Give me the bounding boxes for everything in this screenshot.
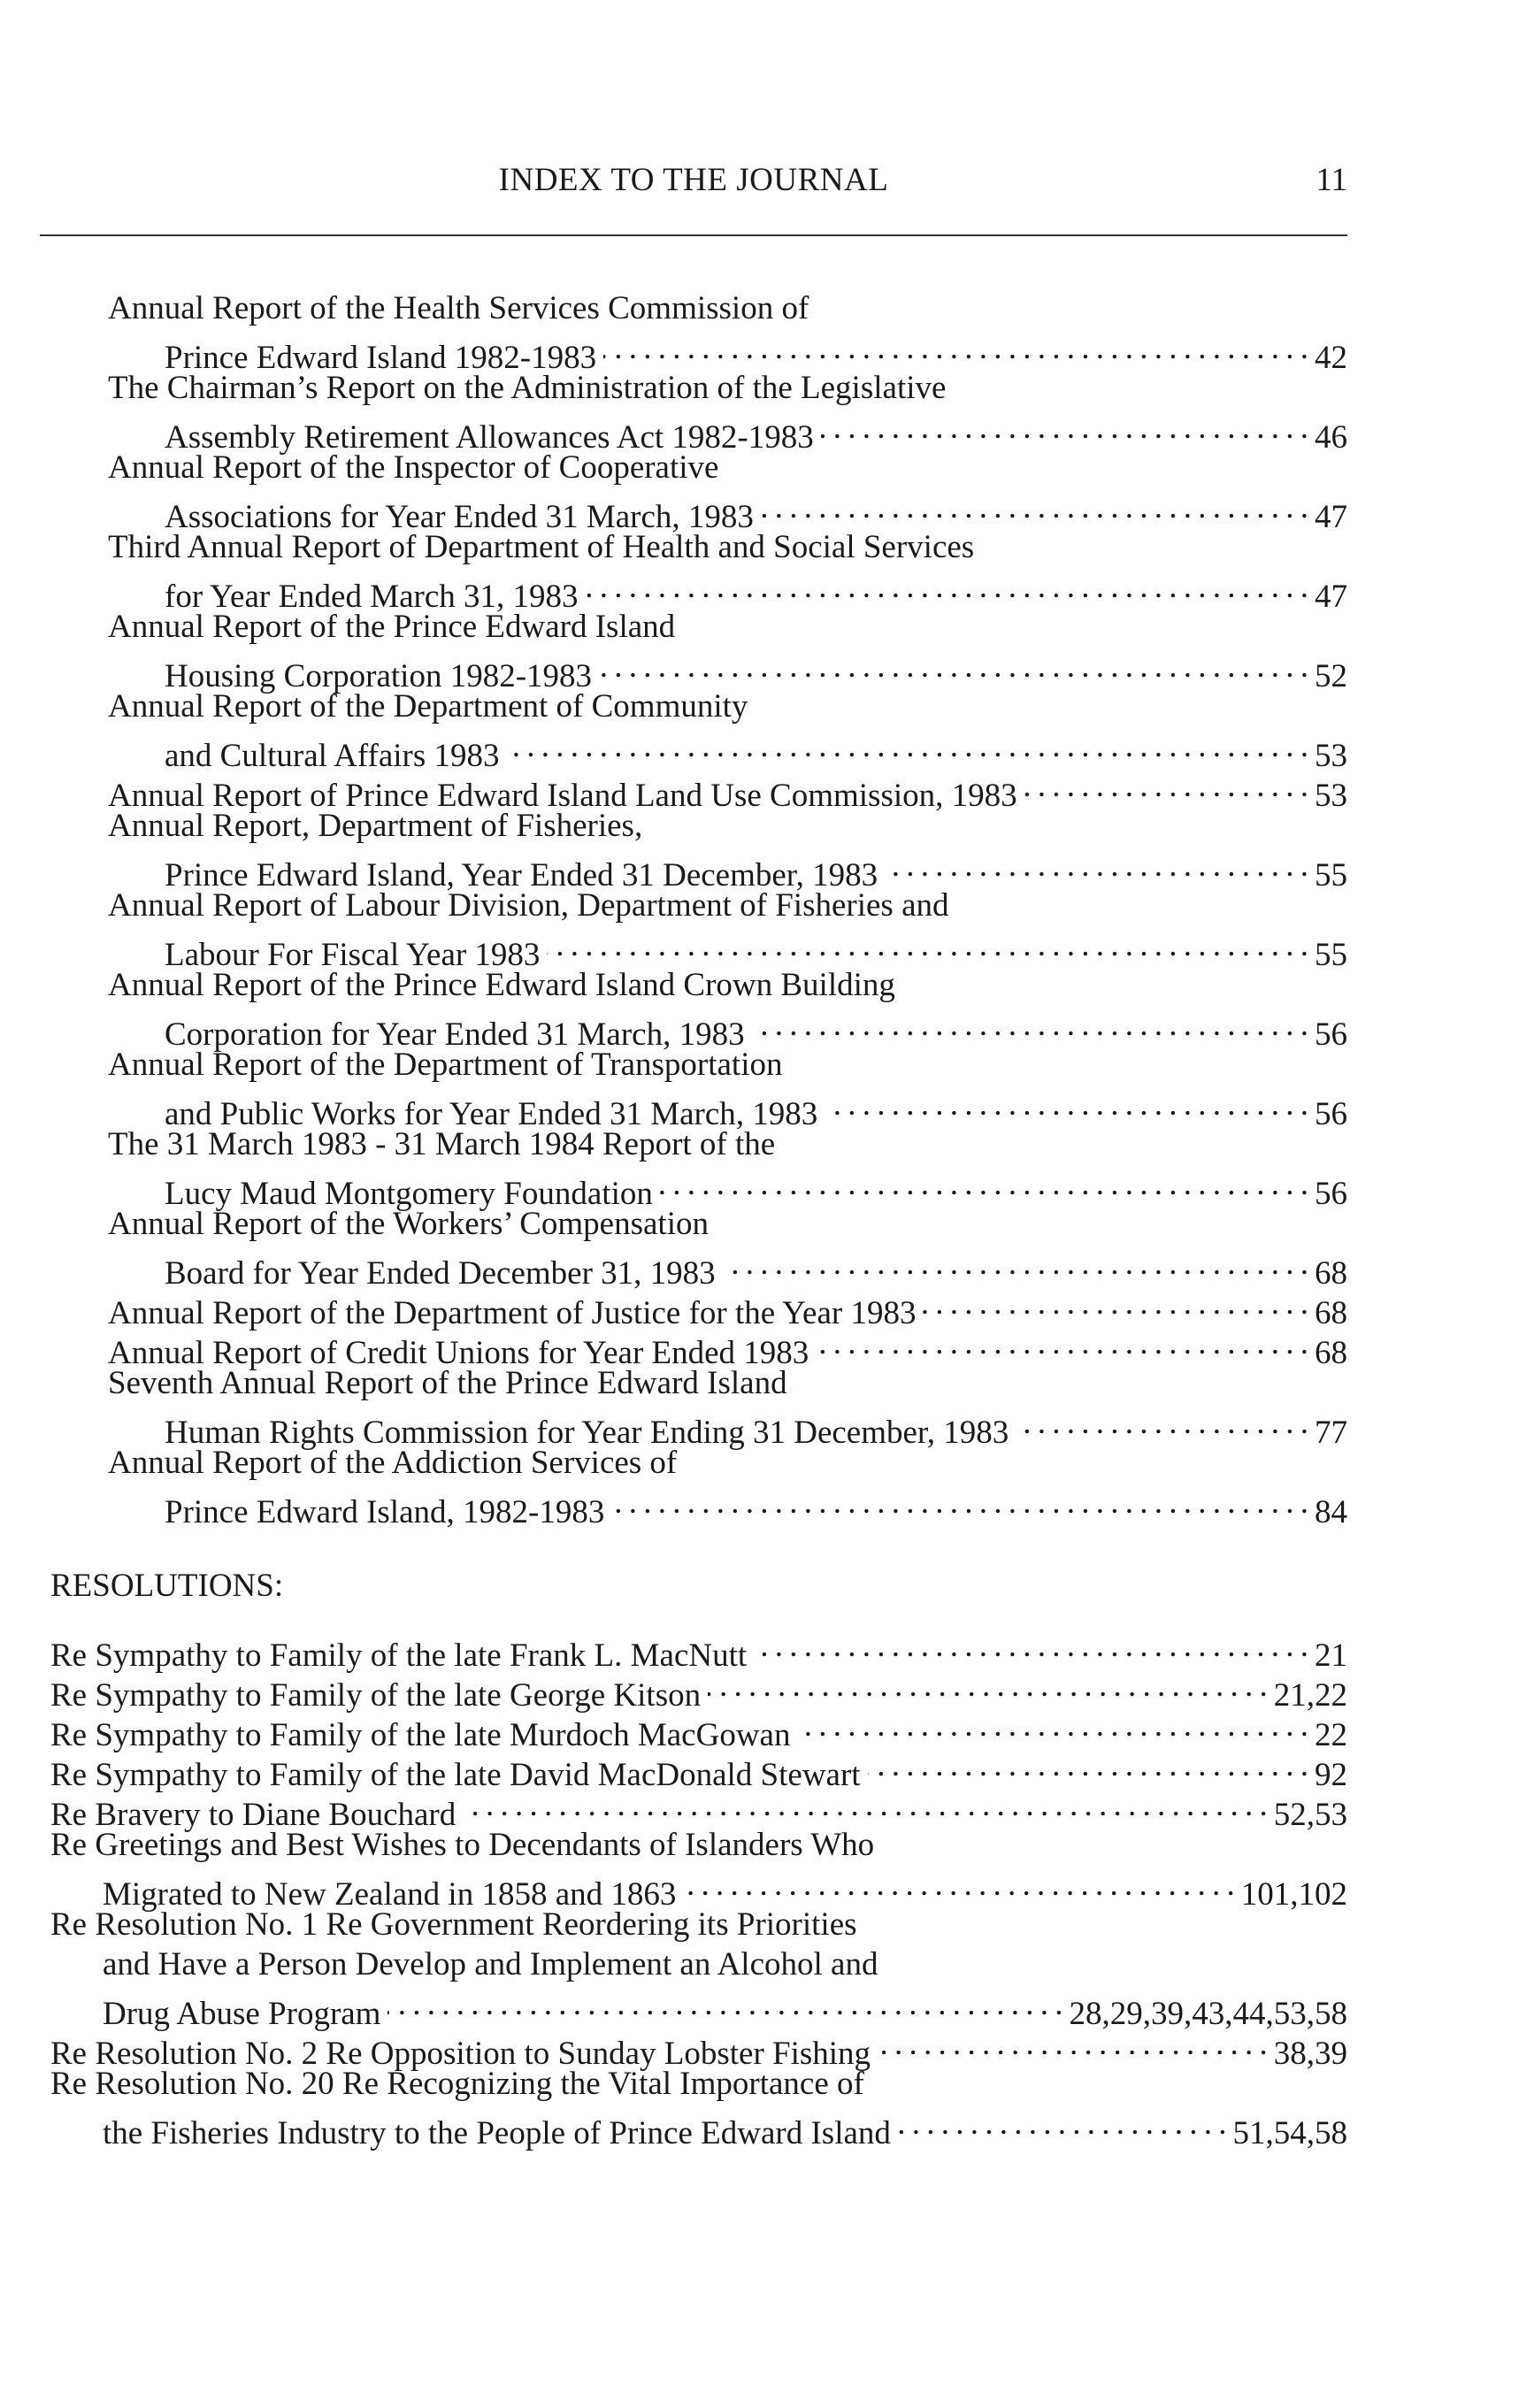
- entry-page-ref: 55: [1315, 857, 1347, 893]
- entry-page-ref: 52,53: [1273, 1797, 1347, 1833]
- entry-text: Re Resolution No. 20 Re Recognizing the Vital Importance of: [50, 2066, 864, 2102]
- entry-page-ref: 68: [1315, 1335, 1347, 1371]
- entry-text: Re Greetings and Best Wishes to Decendants of Islanders Who: [50, 1827, 875, 1863]
- entry-line: [50, 1825, 1347, 1865]
- resolution-entry: [50, 1825, 1347, 1913]
- resolution-entry: [50, 1745, 1347, 1793]
- report-entry: [108, 806, 1347, 893]
- entry-line: [108, 726, 1347, 774]
- entry-page-ref: 42: [1315, 340, 1347, 376]
- entry-line: [50, 1706, 1347, 1753]
- entry-page-ref: 53: [1315, 778, 1347, 814]
- entry-text: Housing Corporation 1982-1983: [165, 658, 593, 694]
- entry-text: Re Resolution No. 2 Re Opposition to Sunday Lobster Fishing: [50, 2036, 871, 2072]
- entry-text: Annual Report of the Department of Transportation: [108, 1047, 783, 1083]
- entry-line: [108, 1204, 1347, 1244]
- entry-line: [108, 1483, 1347, 1530]
- entry-page-ref: 47: [1315, 579, 1347, 615]
- entry-text: Annual Report of the Prince Edward Island Crown Building: [108, 967, 895, 1003]
- entry-line: [108, 886, 1347, 925]
- entry-text: Prince Edward Island 1982-1983: [165, 340, 597, 376]
- entry-line: [108, 328, 1347, 376]
- dot-leader: [878, 2024, 1267, 2064]
- entry-text: Annual Report of Credit Unions for Year Ended 1983: [108, 1335, 809, 1371]
- entry-page-ref: 56: [1315, 1016, 1347, 1053]
- entry-text: and Cultural Affairs 1983: [165, 738, 500, 774]
- entry-page-ref: 47: [1315, 499, 1347, 535]
- entry-text: Labour For Fiscal Year 1983: [165, 937, 541, 973]
- entry-text: Annual Report of Labour Division, Department of Fisheries and: [108, 887, 949, 924]
- entry-page-ref: 21: [1315, 1637, 1347, 1674]
- report-entry: [108, 1204, 1347, 1292]
- dot-leader: [708, 1666, 1267, 1706]
- entry-page-ref: 53: [1315, 738, 1347, 774]
- resolution-entry: [50, 1905, 1347, 2032]
- entry-text: The 31 March 1983 - 31 March 1984 Report of the: [108, 1126, 776, 1162]
- entry-text: Prince Edward Island, Year Ended 31 December, 1983: [165, 857, 878, 893]
- entry-line: [108, 527, 1347, 567]
- report-entry: [108, 368, 1347, 456]
- entry-line: [50, 2064, 1347, 2104]
- entry-line: [50, 1666, 1347, 1714]
- entry-line: [108, 806, 1347, 846]
- entry-text: Prince Edward Island, 1982-1983: [165, 1494, 605, 1530]
- report-entry: [108, 527, 1347, 615]
- entry-line: [108, 368, 1347, 408]
- entry-text: the Fisheries Industry to the People of Prince Edward Island: [103, 2115, 891, 2151]
- report-entry: [108, 686, 1347, 774]
- entry-page-ref: 22: [1315, 1717, 1347, 1753]
- entry-line: [108, 846, 1347, 893]
- entry-page-ref: 55: [1315, 937, 1347, 973]
- entry-line: [108, 408, 1347, 456]
- report-entry: [108, 965, 1347, 1053]
- entry-text: for Year Ended March 31, 1983: [165, 579, 579, 615]
- dot-leader: [752, 1005, 1308, 1045]
- entry-text: Annual Report of the Department of Justice for the Year 1983: [108, 1295, 917, 1331]
- dot-leader: [825, 1085, 1308, 1124]
- entry-text: Annual Report of the Workers’ Compensation: [108, 1206, 709, 1242]
- report-entry: [108, 1284, 1347, 1331]
- dot-leader: [885, 846, 1308, 886]
- entry-line: [108, 647, 1347, 694]
- resolution-entry: [50, 2064, 1347, 2151]
- dot-leader: [507, 726, 1308, 766]
- entry-text: Seventh Annual Report of the Prince Edward Island: [108, 1365, 787, 1401]
- entry-line: [50, 1984, 1347, 2032]
- entry-line: [108, 1363, 1347, 1403]
- entry-page-ref: 101,102: [1240, 1876, 1347, 1913]
- entry-line: [50, 2024, 1347, 2072]
- dot-leader: [1024, 766, 1308, 806]
- resolution-entry: [50, 1626, 1347, 1674]
- dot-leader: [868, 1745, 1308, 1785]
- entry-line: [108, 487, 1347, 535]
- entry-text: Re Sympathy to Family of the late Murdoch MacGowan: [50, 1717, 791, 1753]
- entry-text: Associations for Year Ended 31 March, 1983: [165, 499, 754, 535]
- report-entry: [108, 607, 1347, 694]
- resolution-entry: [50, 1706, 1347, 1753]
- entry-line: [108, 288, 1347, 328]
- entry-line: [108, 1403, 1347, 1451]
- entry-line: [108, 607, 1347, 647]
- reports-list: [108, 288, 1347, 1530]
- entry-page-ref: 38,39: [1273, 2036, 1347, 2072]
- entry-text: Annual Report of the Department of Community: [108, 688, 748, 725]
- dot-leader: [547, 925, 1308, 965]
- entry-page-ref: 56: [1315, 1176, 1347, 1212]
- entry-text: and Have a Person Develop and Implement an Alcohol and: [103, 1946, 878, 1982]
- entry-text: Annual Report of the Addiction Services of: [108, 1445, 678, 1481]
- dot-leader: [603, 328, 1308, 368]
- entry-line: [108, 766, 1347, 814]
- entry-line: [108, 448, 1347, 487]
- header-rule: [40, 234, 1347, 236]
- dot-leader: [1016, 1403, 1308, 1443]
- entry-text: Re Sympathy to Family of the late Frank L. MacNutt: [50, 1637, 748, 1674]
- entry-page-ref: 68: [1315, 1295, 1347, 1331]
- entry-page-ref: 28,29,39,43,44,53,58: [1069, 1996, 1347, 2032]
- dot-leader: [923, 1284, 1308, 1323]
- entry-text: Lucy Maud Montgomery Foundation: [165, 1176, 653, 1212]
- dot-leader: [816, 1323, 1308, 1363]
- entry-line: [50, 1905, 1347, 1944]
- entry-line: [108, 1005, 1347, 1053]
- entry-text: Human Rights Commission for Year Ending 31 December, 1983: [165, 1415, 1009, 1451]
- entry-page-ref: 92: [1315, 1757, 1347, 1793]
- entry-line: [108, 1045, 1347, 1085]
- dot-leader: [611, 1483, 1308, 1522]
- entry-text: Corporation for Year Ended 31 March, 1983: [165, 1016, 745, 1053]
- report-entry: [108, 1045, 1347, 1132]
- report-entry: [108, 1443, 1347, 1530]
- resolution-entry: [50, 1785, 1347, 1833]
- entry-text: Re Bravery to Diane Bouchard: [50, 1797, 456, 1833]
- resolution-entry: [50, 1666, 1347, 1714]
- entry-page-ref: 51,54,58: [1232, 2115, 1347, 2151]
- entry-page-ref: 46: [1315, 419, 1347, 456]
- entry-line: [50, 2104, 1347, 2151]
- resolution-entry: [50, 2024, 1347, 2072]
- dot-leader: [387, 1984, 1062, 2024]
- dot-leader: [660, 1164, 1308, 1204]
- dot-leader: [754, 1626, 1308, 1666]
- entry-line: [108, 1443, 1347, 1483]
- dot-leader: [821, 408, 1308, 448]
- entry-text: Board for Year Ended December 31, 1983: [165, 1255, 716, 1292]
- entry-line: [108, 1323, 1347, 1371]
- entry-line: [50, 1785, 1347, 1833]
- entry-text: Assembly Retirement Allowances Act 1982-1983: [165, 419, 814, 456]
- entry-line: [108, 1085, 1347, 1132]
- entry-line: [50, 1745, 1347, 1793]
- report-entry: [108, 288, 1347, 376]
- dot-leader: [599, 647, 1308, 686]
- entry-line: [108, 686, 1347, 726]
- dot-leader: [683, 1865, 1233, 1905]
- entry-line: [108, 965, 1347, 1005]
- entry-text: Drug Abuse Program: [103, 1996, 381, 2032]
- entry-line: [50, 1626, 1347, 1674]
- entry-text: Annual Report of the Prince Edward Island: [108, 609, 676, 645]
- entry-text: Annual Report of the Inspector of Cooperative: [108, 449, 719, 486]
- page-title: INDEX TO THE JOURNAL: [498, 162, 889, 198]
- entry-line: [50, 1944, 1347, 1984]
- resolutions-heading: RESOLUTIONS:: [50, 1568, 284, 1604]
- page-number: 11: [1316, 162, 1347, 198]
- resolutions-list: [50, 1626, 1347, 2151]
- entry-line: [108, 1244, 1347, 1292]
- entry-page-ref: 68: [1315, 1255, 1347, 1292]
- entry-page-ref: 21,22: [1273, 1677, 1347, 1714]
- entry-text: Annual Report of the Health Services Commission of: [108, 290, 809, 326]
- entry-text: Annual Report of Prince Edward Island Land Use Commission, 1983: [108, 778, 1017, 814]
- entry-text: and Public Works for Year Ended 31 March, 1983: [165, 1096, 818, 1132]
- report-entry: [108, 448, 1347, 535]
- entry-line: [50, 1865, 1347, 1913]
- entry-line: [108, 567, 1347, 615]
- entry-text: Re Sympathy to Family of the late George Kitson: [50, 1677, 702, 1714]
- entry-text: The Chairman’s Report on the Administration of the Legislative: [108, 370, 947, 406]
- entry-text: Annual Report, Department of Fisheries,: [108, 808, 643, 844]
- dot-leader: [723, 1244, 1308, 1284]
- page-header: [40, 161, 1347, 203]
- entry-page-ref: 84: [1315, 1494, 1347, 1530]
- dot-leader: [586, 567, 1308, 607]
- entry-line: [108, 925, 1347, 973]
- entry-line: [108, 1124, 1347, 1164]
- entry-text: Migrated to New Zealand in 1858 and 1863: [103, 1876, 677, 1913]
- entry-page-ref: 56: [1315, 1096, 1347, 1132]
- entry-page-ref: 52: [1315, 658, 1347, 694]
- dot-leader: [898, 2104, 1226, 2143]
- report-entry: [108, 1363, 1347, 1451]
- report-entry: [108, 1124, 1347, 1212]
- dot-leader: [761, 487, 1308, 527]
- entry-text: Third Annual Report of Department of Health and Social Services: [108, 529, 975, 565]
- entry-line: [108, 1284, 1347, 1331]
- entry-page-ref: 77: [1315, 1415, 1347, 1451]
- entry-text: Re Resolution No. 1 Re Government Reordering its Priorities: [50, 1906, 857, 1943]
- report-entry: [108, 766, 1347, 814]
- dot-leader: [797, 1706, 1308, 1745]
- dot-leader: [463, 1785, 1267, 1825]
- report-entry: [108, 886, 1347, 973]
- report-entry: [108, 1323, 1347, 1371]
- entry-line: [108, 1164, 1347, 1212]
- entry-text: Re Sympathy to Family of the late David MacDonald Stewart: [50, 1757, 861, 1793]
